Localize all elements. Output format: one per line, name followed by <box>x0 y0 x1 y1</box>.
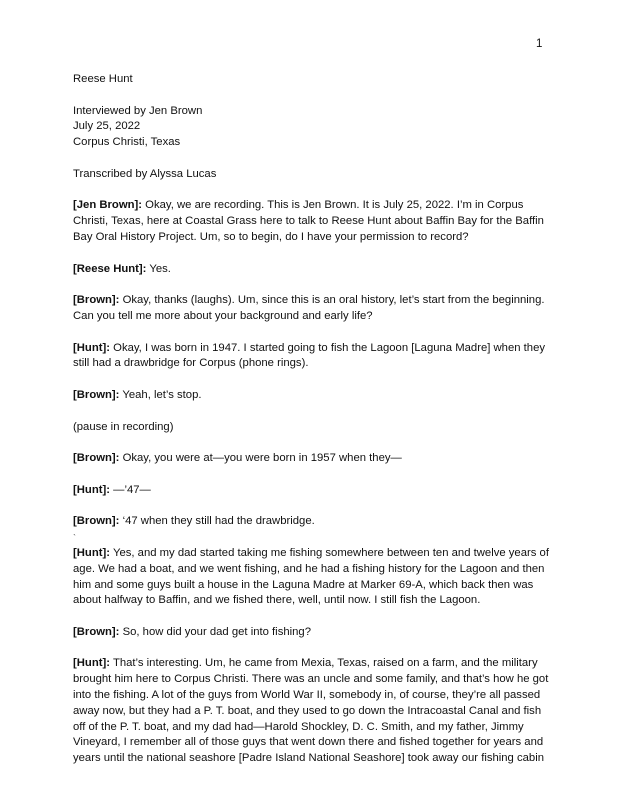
page-number: 1 <box>536 38 543 50</box>
interviewer-line: Interviewed by Jen Brown <box>73 104 203 117</box>
speaker-label: [Brown]: <box>73 515 120 528</box>
speaker-label: [Brown]: <box>73 452 120 465</box>
speaker-label: [Hunt]: <box>73 546 111 559</box>
speaker-label: [Hunt]: <box>73 657 111 670</box>
paragraph <box>73 198 551 245</box>
transcript-body <box>73 72 551 767</box>
paragraph <box>73 451 551 467</box>
transcriber-line: Transcribed by Alyssa Lucas <box>73 167 217 180</box>
paragraph <box>73 625 551 641</box>
paragraph-text: So, how did your dad get into fishing? <box>119 625 311 638</box>
paragraph-text: Okay, we are recording. This is Jen Brown. It is July 25, 2022. I’m in Corpus Christi, Texas, here at Coastal Grass here to talk to Reese Hunt about Baffin Bay for the Baffin Bay Oral History Project. Um, so to begin, do I have your permission to record? <box>73 199 544 243</box>
stray-mark: ` <box>73 533 76 544</box>
paragraph <box>73 483 551 499</box>
paragraph <box>73 388 551 404</box>
speaker-label: [Jen Brown]: <box>73 199 143 212</box>
paragraph <box>73 656 551 767</box>
paragraph-text: —’47— <box>110 483 151 496</box>
paragraph-text: Yes, and my dad started taking me fishing somewhere between ten and twelve years of age. We had a boat, and we went fishing, and he had a fishing history for the Lagoon and then him and some guys built a house in the Laguna Madre at Marker 69-A, which back then was about halfway to Baffin, and we fished there, well, until now. I still fish the Lagoon. <box>73 546 549 607</box>
paragraph-text: Okay, you were at—you were born in 1957 when they— <box>119 452 402 465</box>
interview-date: July 25, 2022 <box>73 120 141 133</box>
speaker-label: [Hunt]: <box>73 483 111 496</box>
paragraph <box>73 262 551 278</box>
interviewee-name: Reese Hunt <box>73 73 133 85</box>
paragraph <box>73 293 551 325</box>
speaker-label: [Hunt]: <box>73 341 111 354</box>
speaker-label: [Brown]: <box>73 388 120 401</box>
interview-location: Corpus Christi, Texas <box>73 136 181 149</box>
paragraph-text: Okay, I was born in 1947. I started going to fish the Lagoon [Laguna Madre] when they still had a drawbridge for Corpus (phone rings). <box>73 341 546 370</box>
paragraph-text: (pause in recording) <box>73 420 174 433</box>
paragraph-text: Okay, thanks (laughs). Um, since this is an oral history, let’s start from the beginning. Can you tell me more about your background and early life? <box>73 294 545 322</box>
speaker-label: [Reese Hunt]: <box>73 262 147 275</box>
paragraph <box>73 341 551 373</box>
paragraph-text: ‘47 when they still had the drawbridge. <box>119 515 315 528</box>
paragraph <box>73 420 551 436</box>
speaker-label: [Brown]: <box>73 294 120 307</box>
speaker-label: [Brown]: <box>73 625 120 638</box>
paragraph-text: Yeah, let’s stop. <box>119 388 202 401</box>
paragraph <box>73 514 551 530</box>
paragraph <box>73 546 551 609</box>
paragraph-text: Yes. <box>146 262 171 275</box>
paragraph-text: That’s interesting. Um, he came from Mexia, Texas, raised on a farm, and the military brought him here to Corpus Christi. There was an uncle and some family, and that’s how he got into the fishing. A lot of the guys from World War II, somebody in, of course, they’re all passed away now, but they had a P. T. boat, and they used to go down the Intracoastal Canal and fish off of the P. T. boat, and my dad had—Harold Shockley, D. C. Smith, and my father, Jimmy Vineyard, I remember all of those guys that went down there and fished together for years and years until the national seashore [Padre Island National Seashore] took away our fishing cabin <box>73 657 549 765</box>
